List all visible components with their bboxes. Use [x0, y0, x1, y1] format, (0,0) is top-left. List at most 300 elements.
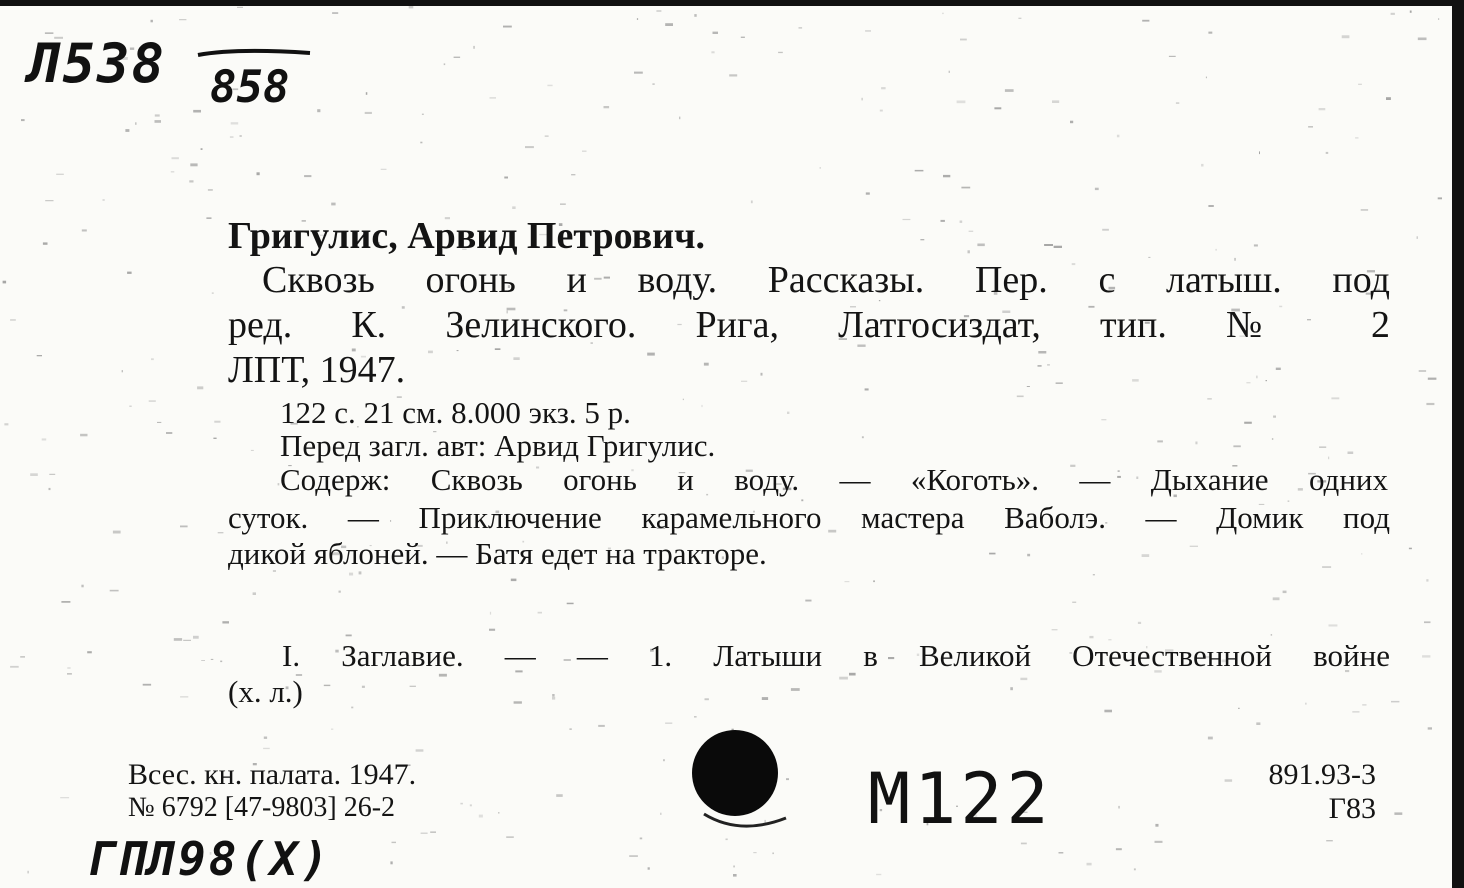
- speck: [1072, 602, 1076, 603]
- speck: [82, 229, 87, 231]
- speck: [629, 856, 638, 857]
- speck: [49, 474, 55, 475]
- speck: [392, 842, 397, 843]
- speck: [503, 26, 512, 28]
- speck: [1319, 108, 1326, 110]
- speck: [683, 399, 684, 400]
- speck: [213, 438, 216, 439]
- speck: [1195, 442, 1197, 445]
- speck: [45, 200, 53, 201]
- speck: [705, 698, 709, 700]
- speck: [1038, 365, 1042, 367]
- speck: [103, 199, 105, 201]
- speck: [381, 169, 387, 170]
- speck: [421, 833, 428, 834]
- speck: [416, 749, 424, 751]
- speck: [1271, 634, 1272, 636]
- speck: [180, 526, 188, 528]
- speck: [1208, 205, 1213, 207]
- speck: [1419, 370, 1426, 371]
- speck: [1238, 708, 1240, 709]
- speck: [473, 46, 475, 49]
- speck: [915, 170, 924, 172]
- speck: [222, 621, 229, 623]
- speck: [704, 363, 709, 366]
- speck: [772, 853, 774, 855]
- speck: [201, 660, 205, 661]
- speck: [257, 172, 260, 175]
- speck: [1208, 737, 1213, 740]
- speck: [741, 381, 747, 382]
- speck: [1410, 11, 1412, 13]
- speck: [125, 129, 129, 132]
- speck: [1233, 445, 1240, 447]
- title-line: ЛПТ, 1947.: [228, 349, 406, 391]
- speck: [941, 220, 945, 222]
- speck: [1056, 383, 1063, 384]
- speck: [729, 74, 737, 76]
- speck: [652, 83, 654, 84]
- speck: [949, 71, 950, 73]
- speck: [1391, 701, 1399, 703]
- speck: [861, 98, 863, 101]
- speck: [598, 725, 605, 727]
- speck: [660, 813, 661, 815]
- speck: [1342, 35, 1350, 38]
- speck: [1438, 197, 1442, 199]
- speck: [799, 27, 803, 29]
- speck: [1319, 446, 1326, 448]
- speck: [67, 673, 72, 675]
- speck: [1102, 229, 1109, 231]
- speck: [1093, 574, 1095, 575]
- speck: [349, 573, 353, 576]
- speck: [495, 348, 501, 350]
- speck: [1305, 703, 1307, 705]
- speck: [1134, 868, 1136, 870]
- speck: [37, 355, 42, 356]
- speck: [741, 37, 745, 38]
- speck: [1142, 20, 1149, 22]
- speck: [1272, 438, 1273, 440]
- speck: [665, 723, 672, 724]
- speck: [865, 30, 871, 31]
- speck: [1142, 554, 1150, 557]
- title-line: Сквозь огонь и воду. Рассказы. Пер. с латыш. под: [262, 259, 1390, 301]
- speck: [331, 203, 335, 206]
- speck: [1426, 403, 1434, 405]
- speck: [1101, 419, 1106, 420]
- speck: [1059, 852, 1064, 853]
- speck: [1010, 687, 1013, 690]
- speck: [43, 242, 48, 244]
- speck: [470, 804, 472, 806]
- hole-shadow-icon: [700, 806, 790, 836]
- speck: [1256, 376, 1257, 379]
- speck: [454, 57, 461, 58]
- punch-hole-icon: [692, 730, 778, 816]
- speck: [143, 684, 151, 686]
- speck: [366, 92, 368, 95]
- speck: [1409, 548, 1412, 550]
- speck: [1155, 841, 1163, 843]
- speck: [1020, 678, 1027, 680]
- author-note: Перед загл. авт: Арвид Григулис.: [280, 428, 716, 463]
- tracing-line: I. Заглавие. — — 1. Латыши в Великой Отечественной войне: [282, 638, 1390, 673]
- speck: [409, 6, 414, 8]
- speck: [569, 728, 571, 730]
- speck: [1157, 440, 1163, 442]
- speck: [1169, 56, 1176, 57]
- speck: [149, 401, 156, 402]
- speck: [1118, 806, 1120, 809]
- speck: [881, 87, 886, 89]
- speck: [172, 157, 179, 159]
- speck: [1283, 591, 1287, 594]
- speck: [251, 450, 254, 451]
- speck: [762, 697, 768, 700]
- speck: [30, 473, 38, 476]
- speck: [511, 579, 517, 582]
- speck: [324, 685, 331, 686]
- speck: [1021, 843, 1027, 845]
- speck: [514, 701, 522, 703]
- speck: [237, 7, 243, 8]
- speck: [460, 803, 463, 805]
- speck: [208, 189, 213, 190]
- speck: [1207, 398, 1212, 400]
- speck: [20, 656, 25, 657]
- speck: [1394, 812, 1402, 815]
- speck: [439, 674, 447, 677]
- speck: [122, 370, 123, 372]
- speck: [1386, 97, 1391, 100]
- speck: [171, 171, 175, 172]
- speck: [80, 434, 87, 437]
- speck: [332, 12, 338, 14]
- speck: [1417, 236, 1419, 239]
- speck: [193, 110, 201, 113]
- book-chamber-line: Всес. кн. палата. 1947.: [128, 758, 417, 791]
- speck: [1005, 89, 1014, 92]
- speck: [637, 18, 638, 20]
- speck: [786, 778, 789, 780]
- speck: [365, 112, 372, 114]
- speck: [1155, 824, 1158, 827]
- speck: [129, 406, 131, 407]
- shelf-note: ГПЛ98(Х): [86, 832, 332, 886]
- speck: [820, 167, 822, 168]
- speck: [1326, 152, 1329, 154]
- speck: [1208, 32, 1212, 34]
- speck: [61, 601, 70, 603]
- speck: [865, 388, 869, 390]
- speck: [552, 694, 554, 697]
- speck: [60, 797, 69, 798]
- speck: [212, 292, 214, 294]
- speck: [430, 832, 436, 833]
- speck: [753, 852, 756, 853]
- speck: [87, 651, 92, 653]
- speck: [1422, 655, 1430, 657]
- speck: [201, 148, 203, 150]
- speck: [151, 20, 153, 23]
- speck: [920, 239, 924, 240]
- speck: [694, 716, 697, 717]
- speck: [28, 871, 29, 874]
- speck: [665, 23, 673, 26]
- speck: [942, 13, 943, 14]
- speck: [1276, 368, 1281, 370]
- speck: [351, 707, 353, 709]
- speck: [1052, 629, 1058, 630]
- speck: [1017, 396, 1024, 398]
- speck: [556, 794, 563, 797]
- speck: [552, 697, 555, 700]
- call-number: Л538: [28, 32, 167, 95]
- book-chamber-line: № 6792 [47-9803] 26-2: [128, 792, 396, 823]
- speck: [1308, 126, 1313, 128]
- title-line: ред. К. Зелинского. Рига, Латгосиздат, тип. № 2: [228, 304, 1390, 346]
- speck: [317, 109, 320, 112]
- speck: [1355, 137, 1358, 138]
- speck: [444, 63, 446, 65]
- speck: [174, 638, 182, 641]
- author-heading: Григулис, Арвид Петрович.: [228, 215, 706, 257]
- speck: [151, 358, 154, 360]
- speck: [778, 52, 783, 53]
- speck: [1044, 244, 1053, 246]
- speck: [656, 10, 661, 12]
- speck: [127, 272, 132, 274]
- speck: [1132, 379, 1139, 382]
- speck: [866, 192, 870, 194]
- speck: [346, 635, 352, 637]
- speck: [10, 666, 19, 668]
- speck: [1362, 704, 1366, 705]
- speck: [711, 51, 714, 53]
- speck: [679, 117, 680, 120]
- speck: [1254, 244, 1258, 246]
- speck: [961, 187, 970, 189]
- speck: [193, 636, 199, 639]
- speck: [968, 250, 970, 253]
- speck: [42, 438, 47, 440]
- speck: [498, 812, 500, 813]
- tracing-line: (х. л.): [228, 674, 303, 709]
- speck: [1266, 380, 1268, 381]
- speck: [218, 532, 224, 533]
- speck: [190, 163, 197, 166]
- speck: [634, 72, 643, 74]
- speck: [214, 421, 220, 423]
- speck: [1244, 422, 1252, 424]
- speck: [179, 19, 186, 20]
- speck: [845, 581, 850, 582]
- speck: [1116, 848, 1122, 850]
- speck: [1322, 566, 1331, 567]
- speck: [1190, 546, 1198, 547]
- speck: [1038, 351, 1046, 354]
- speck: [1358, 84, 1362, 85]
- speck: [110, 590, 119, 592]
- speck: [490, 97, 497, 98]
- speck: [180, 696, 188, 698]
- speck: [903, 219, 911, 220]
- speck: [211, 659, 214, 660]
- speck: [504, 177, 508, 179]
- speck: [253, 592, 256, 595]
- speck: [538, 612, 542, 614]
- contents-line: дикой яблоней. — Батя едет на тракторе.: [228, 536, 767, 571]
- speck: [525, 146, 534, 148]
- speck: [240, 135, 242, 137]
- speck: [457, 350, 459, 351]
- collation: 122 с. 21 см. 8.000 экз. 5 р.: [280, 395, 631, 430]
- fraction-line-icon: [196, 46, 314, 60]
- speck: [1052, 100, 1059, 103]
- speck: [805, 600, 811, 602]
- speck: [648, 867, 650, 869]
- speck: [1391, 13, 1395, 15]
- contents-line: Содерж: Сквозь огонь и воду. — «Коготь». — Дыхание одних: [280, 462, 1388, 497]
- speck: [1246, 382, 1250, 383]
- speck: [231, 122, 239, 124]
- speck: [1361, 553, 1362, 554]
- speck: [157, 422, 161, 423]
- speck: [977, 244, 984, 247]
- speck: [1104, 710, 1112, 713]
- speck: [1095, 188, 1099, 190]
- speck: [230, 136, 234, 138]
- speck: [1331, 397, 1339, 399]
- speck: [1054, 246, 1062, 248]
- speck: [994, 107, 1001, 109]
- speck: [969, 231, 974, 232]
- speck: [702, 405, 703, 407]
- speck: [957, 101, 966, 104]
- speck: [189, 180, 193, 182]
- speck: [791, 688, 800, 691]
- speck: [67, 668, 70, 669]
- speck: [81, 585, 83, 588]
- speck: [1018, 18, 1021, 19]
- speck: [582, 151, 587, 152]
- speck: [1216, 249, 1217, 251]
- speck: [1418, 38, 1427, 41]
- speck: [1438, 18, 1439, 20]
- speck: [733, 874, 737, 877]
- speck: [10, 319, 16, 321]
- speck: [420, 142, 422, 144]
- speck: [183, 640, 191, 641]
- classification-number: 891.93-3: [1268, 758, 1376, 791]
- speck: [943, 175, 950, 177]
- speck: [506, 837, 514, 838]
- speck: [331, 729, 333, 730]
- speck: [21, 119, 25, 121]
- speck: [751, 201, 753, 204]
- speck: [263, 748, 270, 749]
- speck: [1117, 135, 1120, 138]
- speck: [989, 553, 995, 555]
- speck: [1326, 840, 1333, 841]
- speck: [694, 14, 696, 17]
- speck: [713, 32, 719, 34]
- speck: [1348, 452, 1354, 455]
- stamp-number: M122: [868, 758, 1053, 840]
- speck: [197, 386, 203, 389]
- speck: [876, 874, 881, 875]
- speck: [560, 204, 566, 205]
- speck: [339, 591, 341, 593]
- contents-line: суток. — Приключение карамельного мастера Ваболэ. — Домик под: [228, 500, 1390, 535]
- speck: [410, 686, 416, 687]
- speck: [567, 603, 574, 605]
- speck: [155, 120, 162, 123]
- speck: [3, 281, 7, 284]
- speck: [734, 866, 735, 868]
- speck: [206, 217, 211, 219]
- speck: [839, 677, 848, 680]
- speck: [490, 612, 491, 615]
- speck: [264, 737, 267, 739]
- speck: [960, 221, 963, 223]
- speck: [1426, 579, 1428, 581]
- speck: [489, 629, 495, 631]
- speck: [479, 815, 483, 818]
- speck: [1273, 597, 1280, 600]
- speck: [1329, 624, 1338, 626]
- speck: [1328, 457, 1329, 460]
- speck: [4, 423, 8, 425]
- speck: [880, 110, 883, 112]
- speck: [960, 39, 967, 41]
- speck: [726, 839, 728, 841]
- speck: [166, 432, 172, 434]
- speck: [1027, 386, 1030, 387]
- speck: [663, 759, 665, 761]
- speck: [1047, 364, 1050, 366]
- speck: [135, 122, 136, 125]
- speck: [113, 531, 121, 534]
- speck: [862, 436, 864, 438]
- speck: [873, 580, 875, 582]
- speck: [1428, 727, 1432, 729]
- speck: [362, 686, 365, 688]
- speck: [1070, 121, 1073, 124]
- speck: [1273, 416, 1276, 418]
- speck: [547, 85, 552, 87]
- speck: [1428, 378, 1437, 380]
- speck: [428, 351, 433, 354]
- speck: [304, 175, 311, 177]
- speck: [513, 357, 519, 360]
- speck: [1138, 622, 1141, 624]
- speck: [512, 206, 515, 209]
- speck: [787, 412, 789, 414]
- speck: [390, 861, 392, 864]
- speck: [1352, 711, 1359, 713]
- speck: [761, 373, 763, 376]
- speck: [1176, 103, 1179, 104]
- speck: [1256, 722, 1260, 725]
- author-mark: Г83: [1328, 792, 1376, 825]
- speck: [1259, 151, 1260, 154]
- speck: [422, 114, 424, 115]
- speck: [1087, 863, 1092, 866]
- speck: [56, 174, 64, 175]
